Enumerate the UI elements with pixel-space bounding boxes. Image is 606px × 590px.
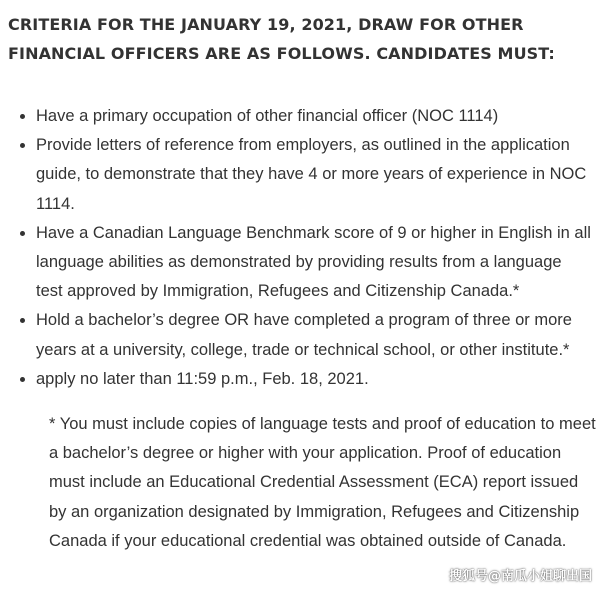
criteria-heading: CRITERIA FOR THE JANUARY 19, 2021, DRAW FOR OTHER FINANCIAL OFFICERS ARE AS FOLLOWS. CANDIDATES MUST:	[8, 15, 555, 63]
criteria-item-education: • Hold a bachelor’s degree OR have completed a program of three or more years at a university, college, trade or technical school, or other institute.*	[36, 306, 592, 364]
watermark: 搜狐号@南瓜小姐聊出国	[448, 569, 592, 584]
criteria-item-language: • Have a Canadian Language Benchmark score of 9 or higher in English in all language abilities as demonstrated by providing results from a language test approved by Immigration, Refugees and Citizenship Canada.*	[36, 219, 592, 307]
education-footnote: * You must include copies of language tests and proof of education to meet a bachelor’s degree or higher with your application. Proof of education must include an Educational Credential Assessment (ECA) report issued by an organization designated by Immigration, Refugees and Citizenship Canada if your educational credential was obtained outside of Canada.	[49, 415, 596, 550]
criteria-list	[0, 102, 592, 394]
criteria-item-occupation: • Have a primary occupation of other financial officer (NOC 1114)	[36, 102, 592, 131]
criteria-item-references: • Provide letters of reference from employers, as outlined in the application guide, to demonstrate that they have 4 or more years of experience in NOC 1114.	[36, 131, 592, 219]
criteria-item-deadline: • apply no later than 11:59 p.m., Feb. 18, 2021.	[36, 365, 592, 394]
